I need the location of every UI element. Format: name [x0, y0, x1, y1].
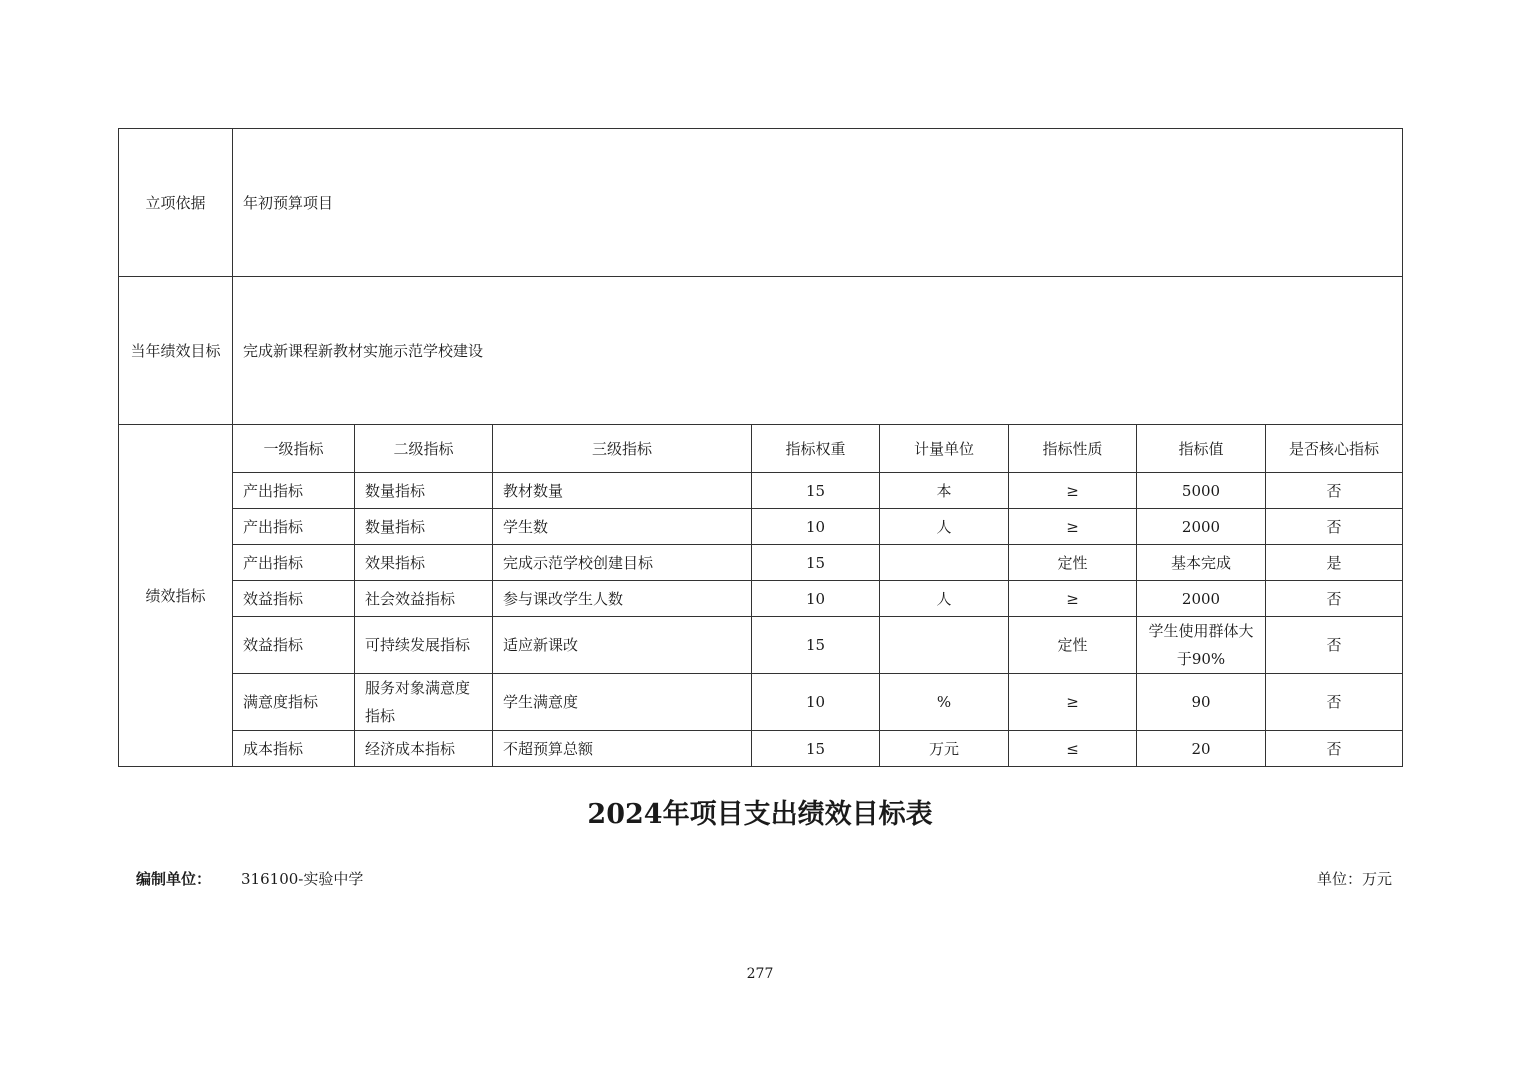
indicator-header-row — [119, 425, 1403, 473]
header-level3: 三级指标 — [493, 425, 752, 473]
cell-level1: 效益指标 — [233, 581, 355, 617]
cell-unit — [880, 617, 1009, 674]
cell-core: 否 — [1266, 731, 1403, 767]
cell-level2: 效果指标 — [355, 545, 493, 581]
table-row — [119, 674, 1403, 731]
cell-unit: 人 — [880, 509, 1009, 545]
cell-level1: 效益指标 — [233, 617, 355, 674]
basis-value: 年初预算项目 — [233, 129, 1403, 277]
cell-weight: 15 — [752, 617, 880, 674]
table-row — [119, 545, 1403, 581]
basis-row — [119, 129, 1403, 277]
cell-level2: 社会效益指标 — [355, 581, 493, 617]
cell-nature: ≤ — [1009, 731, 1137, 767]
cell-level3: 教材数量 — [493, 473, 752, 509]
goal-label: 当年绩效目标 — [119, 277, 233, 425]
compiler-label: 编制单位： — [136, 870, 212, 888]
header-level1: 一级指标 — [233, 425, 355, 473]
cell-nature: ≥ — [1009, 509, 1137, 545]
cell-level3: 完成示范学校创建目标 — [493, 545, 752, 581]
cell-unit: 人 — [880, 581, 1009, 617]
header-level2: 二级指标 — [355, 425, 493, 473]
cell-level3: 学生满意度 — [493, 674, 752, 731]
header-value: 指标值 — [1137, 425, 1266, 473]
cell-level2: 服务对象满意度指标 — [355, 674, 493, 731]
cell-unit — [880, 545, 1009, 581]
header-unit: 计量单位 — [880, 425, 1009, 473]
cell-level3: 不超预算总额 — [493, 731, 752, 767]
page-title: 2024年项目支出绩效目标表 — [587, 799, 933, 830]
cell-level1: 产出指标 — [233, 509, 355, 545]
cell-nature: ≥ — [1009, 581, 1137, 617]
page-number: 277 — [746, 966, 774, 982]
table-row — [119, 509, 1403, 545]
cell-core: 否 — [1266, 509, 1403, 545]
cell-core: 否 — [1266, 617, 1403, 674]
cell-value: 2000 — [1137, 509, 1266, 545]
table-row — [119, 617, 1403, 674]
cell-value: 学生使用群体大于90% — [1137, 617, 1266, 674]
cell-weight: 15 — [752, 545, 880, 581]
indicators-label: 绩效指标 — [119, 425, 233, 767]
basis-label: 立项依据 — [119, 129, 233, 277]
cell-value: 5000 — [1137, 473, 1266, 509]
cell-level2: 数量指标 — [355, 509, 493, 545]
table-row — [119, 581, 1403, 617]
cell-value: 90 — [1137, 674, 1266, 731]
cell-nature: 定性 — [1009, 545, 1137, 581]
table-row — [119, 473, 1403, 509]
cell-nature: ≥ — [1009, 674, 1137, 731]
cell-weight: 15 — [752, 731, 880, 767]
cell-level3: 参与课改学生人数 — [493, 581, 752, 617]
cell-weight: 10 — [752, 509, 880, 545]
cell-level1: 产出指标 — [233, 473, 355, 509]
cell-level2: 数量指标 — [355, 473, 493, 509]
compiler-value: 316100-实验中学 — [241, 870, 364, 888]
cell-level3: 学生数 — [493, 509, 752, 545]
currency-unit: 单位：万元 — [1316, 870, 1392, 888]
table-row — [119, 731, 1403, 767]
cell-value: 20 — [1137, 731, 1266, 767]
cell-weight: 10 — [752, 581, 880, 617]
cell-core: 否 — [1266, 581, 1403, 617]
cell-weight: 10 — [752, 674, 880, 731]
cell-unit: 万元 — [880, 731, 1009, 767]
header-core: 是否核心指标 — [1266, 425, 1403, 473]
cell-unit: 本 — [880, 473, 1009, 509]
goal-row — [119, 277, 1403, 425]
cell-core: 是 — [1266, 545, 1403, 581]
cell-level1: 满意度指标 — [233, 674, 355, 731]
cell-core: 否 — [1266, 674, 1403, 731]
cell-unit: % — [880, 674, 1009, 731]
cell-level2: 经济成本指标 — [355, 731, 493, 767]
header-nature: 指标性质 — [1009, 425, 1137, 473]
header-weight: 指标权重 — [752, 425, 880, 473]
cell-value: 基本完成 — [1137, 545, 1266, 581]
cell-nature: 定性 — [1009, 617, 1137, 674]
performance-table — [118, 128, 1403, 767]
cell-nature: ≥ — [1009, 473, 1137, 509]
cell-level1: 成本指标 — [233, 731, 355, 767]
cell-level3: 适应新课改 — [493, 617, 752, 674]
cell-value: 2000 — [1137, 581, 1266, 617]
cell-level1: 产出指标 — [233, 545, 355, 581]
cell-core: 否 — [1266, 473, 1403, 509]
goal-value: 完成新课程新教材实施示范学校建设 — [233, 277, 1403, 425]
compiler-line — [136, 868, 363, 889]
cell-level2: 可持续发展指标 — [355, 617, 493, 674]
cell-weight: 15 — [752, 473, 880, 509]
